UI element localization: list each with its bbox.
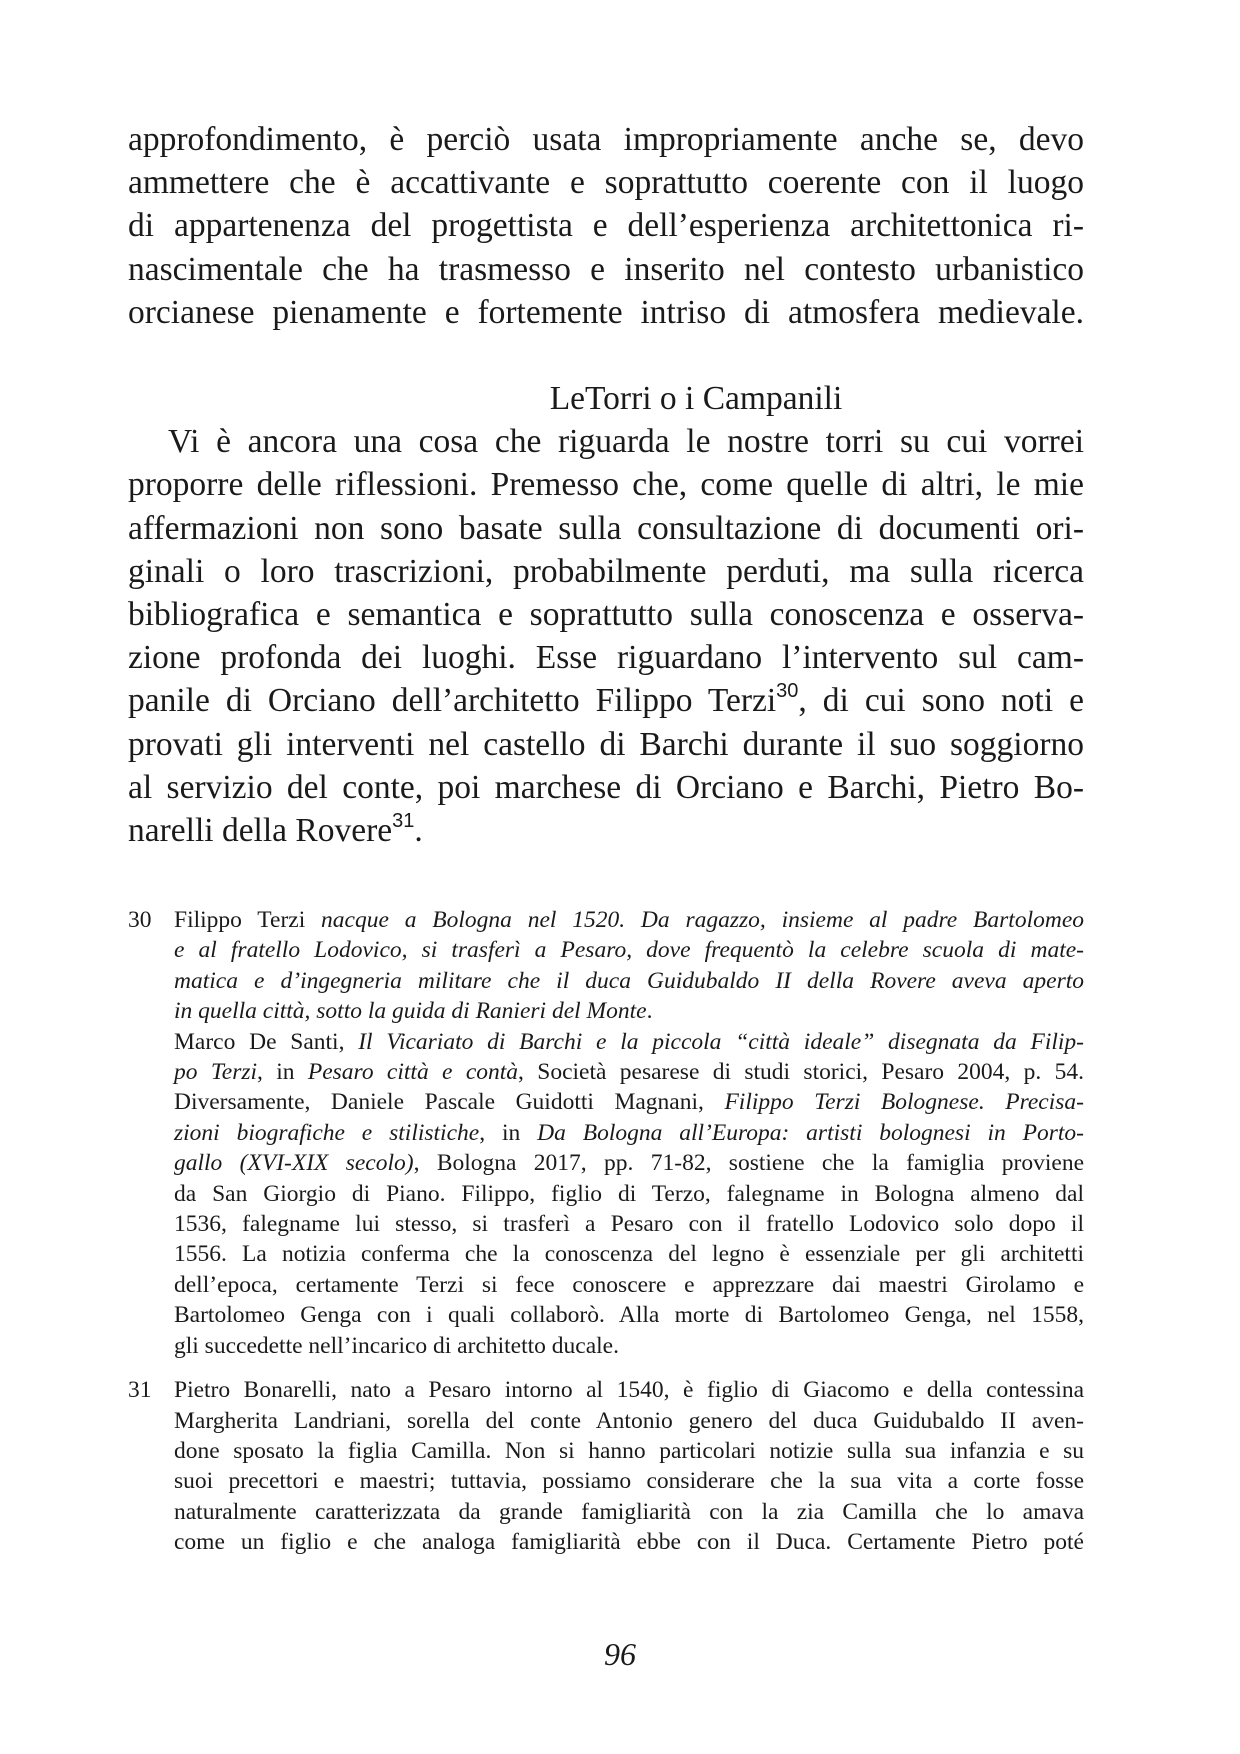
text-line: al servizio del conte, poi marchese di Orciano e Barchi, Pietro Bo- xyxy=(128,768,1084,806)
text-fragment: , in xyxy=(257,1059,308,1086)
text-fragment: , in xyxy=(479,1119,538,1146)
text-fragment: Da Bologna all’Europa: artisti bolognesi in Porto- xyxy=(537,1119,1084,1146)
text-line: proporre delle riflessioni. Premesso che, come quelle di altri, le mie xyxy=(128,466,1084,504)
footnote-31 xyxy=(128,1375,1084,1557)
text-fragment: panile di Orciano dell’architetto Filippo Terzi xyxy=(128,682,777,720)
footnote-line: done sposato la figlia Camilla. Non si hanno particolari notizie sulla sua infanzia e su xyxy=(174,1437,1084,1464)
footnote-line xyxy=(174,1057,1084,1087)
text-fragment: Diversamente, Daniele Pascale Guidotti Magnani, xyxy=(174,1089,725,1116)
text-fragment: gallo (XVI-XIX secolo) xyxy=(174,1150,414,1177)
text-line xyxy=(128,809,1084,852)
text-line: di appartenenza del progettista e dell’esperienza architettonica ri- xyxy=(128,207,1084,245)
text-fragment: e al fratello Lodovico, si trasferì a Pesaro, dove frequentò la celebre scuola di mate- xyxy=(174,937,1084,964)
footnote-line xyxy=(174,1118,1084,1148)
section-heading: LeTorri o i Campanili xyxy=(549,380,843,418)
footnote-line xyxy=(174,966,1084,996)
text-fragment: , Società pesarese di studi storici, Pesaro 2004, p. 54. xyxy=(518,1059,1084,1086)
text-fragment: zioni biografiche e stilistiche xyxy=(174,1119,480,1146)
section-paragraph xyxy=(128,420,1084,852)
text-fragment: nacque a Bologna nel 1520. Da ragazzo, insieme al padre Bartolomeo xyxy=(321,907,1084,933)
text-fragment: in quella città, sotto la guida di Ranieri del Monte xyxy=(174,998,647,1025)
text-fragment: Il Vicariato di Barchi e la piccola “città ideale” disegnata da Filip- xyxy=(358,1028,1084,1055)
paragraph-spacer xyxy=(128,334,1084,377)
text-fragment: po Terzi xyxy=(174,1059,258,1086)
text-fragment: narelli della Rovere xyxy=(128,812,393,850)
text-line: Vi è ancora una cosa che riguarda le nostre torri su cui vorrei xyxy=(168,423,1084,461)
page-number: 96 xyxy=(604,1636,636,1672)
footnote-line: dell’epoca, certamente Terzi si fece conoscere e apprezzare dai maestri Girolamo e xyxy=(174,1271,1084,1298)
text-line: provati gli interventi nel castello di Barchi durante il suo soggiorno xyxy=(128,725,1084,763)
text-fragment: , Bologna 2017, pp. 71-82, sostiene che la famiglia proviene xyxy=(413,1150,1084,1177)
footnote-30 xyxy=(128,905,1084,1361)
text-fragment: Marco De Santi, xyxy=(174,1028,359,1055)
footnotes xyxy=(128,905,1084,1572)
footnote-line xyxy=(174,935,1084,965)
footnote-ref-31[interactable]: 31 xyxy=(392,810,415,833)
footnote-line: Margherita Landriani, sorella del conte Antonio genero del duca Guidubaldo II aven- xyxy=(174,1407,1084,1434)
footnote-line: Pietro Bonarelli, nato a Pesaro intorno al 1540, è figlio di Giacomo e della contessina xyxy=(174,1377,1084,1404)
text-fragment: Filippo Terzi Bolognese. Precisa- xyxy=(724,1089,1084,1116)
main-text xyxy=(128,118,1084,852)
text-line: approfondimento, è perciò usata impropriamente anche se, devo xyxy=(128,121,1084,158)
footnote-line xyxy=(174,996,1084,1026)
text-fragment: Pesaro città e contà xyxy=(307,1059,519,1086)
intro-paragraph xyxy=(128,118,1084,334)
text-fragment: matica e d’ingegneria militare che il duca Guidubaldo II della Rovere aveva aperto xyxy=(174,967,1084,994)
text-fragment: . xyxy=(414,812,423,850)
footnote-number: 31 xyxy=(128,1377,152,1404)
text-line: orcianese pienamente e fortemente intriso di atmosfera medievale. xyxy=(128,293,1084,331)
footnote-line: gli succedette nell’incarico di architetto ducale. xyxy=(174,1332,619,1359)
footnote-line xyxy=(174,1087,1084,1117)
text-fragment: Filippo Terzi xyxy=(174,907,322,933)
text-line xyxy=(128,679,1084,722)
footnote-line: Bartolomeo Genga con i quali collaborò. Alla morte di Bartolomeo Genga, nel 1558, xyxy=(174,1302,1084,1329)
text-line: ammettere che è accattivante e soprattutto coerente con il luogo xyxy=(128,164,1084,202)
footnote-line: naturalmente caratterizzata da grande famigliarità con la zia Camilla che lo amava xyxy=(174,1498,1084,1525)
footnote-ref-30[interactable]: 30 xyxy=(776,680,799,703)
footnote-line xyxy=(174,1027,1084,1057)
text-line: nascimentale che ha trasmesso e inserito nel contesto urbanistico xyxy=(128,250,1084,288)
text-line: ginali o loro trascrizioni, probabilmente perduti, ma sulla ricerca xyxy=(128,552,1084,590)
footnote-line: come un figlio e che analoga famigliarità ebbe con il Duca. Certamente Pietro poté xyxy=(174,1529,1084,1556)
text-fragment: , di cui sono noti e xyxy=(798,682,1084,720)
footnote-line xyxy=(174,905,1084,935)
footnote-number: 30 xyxy=(128,907,152,933)
footnote-line: 1536, falegname lui stesso, si trasferì a Pesaro con il fratello Lodovico solo dopo il xyxy=(174,1211,1084,1238)
text-line: affermazioni non sono basate sulla consultazione di documenti ori- xyxy=(128,509,1084,547)
footnote-line xyxy=(174,1148,1084,1178)
footnote-line: suoi precettori e maestri; tuttavia, possiamo considerare che la sua vita a corte fosse xyxy=(174,1468,1084,1495)
text-line: bibliografica e semantica e soprattutto sulla conoscenza e osserva- xyxy=(128,596,1084,634)
text-fragment: . xyxy=(646,998,653,1025)
text-line: zione profonda dei luoghi. Esse riguardano l’intervento sul cam- xyxy=(128,639,1084,677)
footnote-line: da San Giorgio di Piano. Filippo, figlio di Terzo, falegname in Bologna almeno dal xyxy=(174,1180,1084,1207)
footnote-line: 1556. La notizia conferma che la conoscenza del legno è essenziale per gli architetti xyxy=(174,1241,1084,1268)
